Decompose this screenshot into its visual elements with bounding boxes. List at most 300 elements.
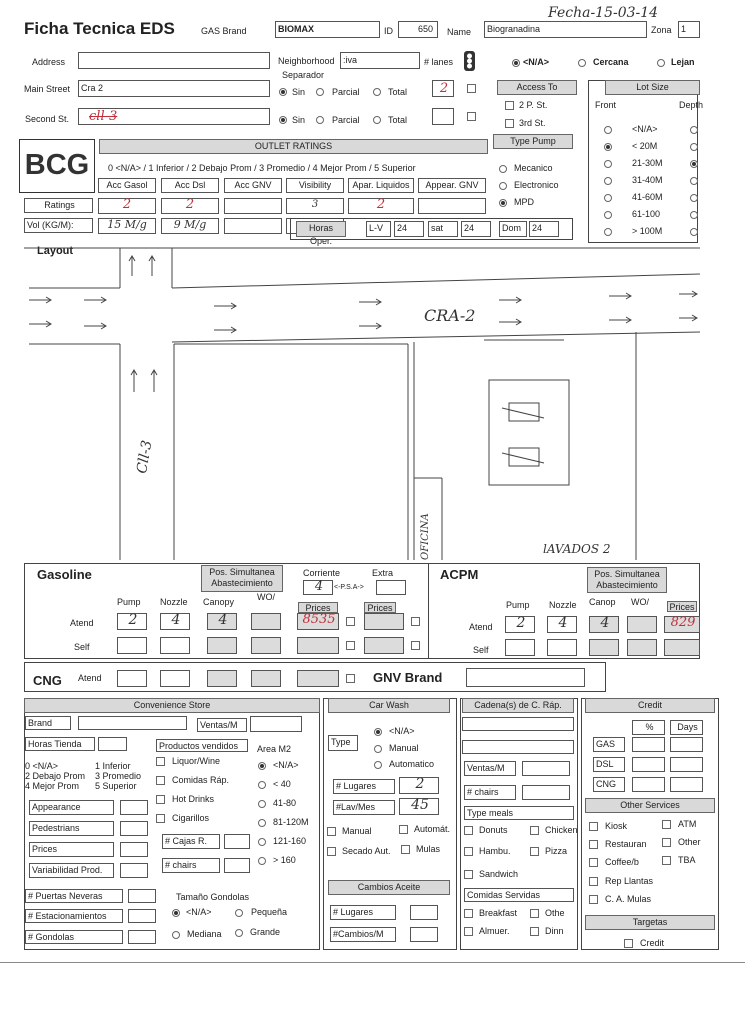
neighborhood-label: Neighborhood: [278, 56, 335, 66]
address-label: Address: [32, 57, 66, 67]
car-wash-type-label: Type: [328, 735, 358, 751]
conv-scale-left: 4 Mejor Prom: [25, 781, 80, 791]
car-wash-manual-label: Manual: [389, 743, 419, 753]
conv-row-field[interactable]: [120, 863, 148, 878]
conv-area-radio[interactable]: [258, 781, 266, 789]
traffic-light-icon: [463, 50, 476, 72]
other-service-checkbox[interactable]: [662, 856, 671, 865]
cadena-ventas-field[interactable]: [522, 761, 570, 776]
vol-value-field[interactable]: [224, 218, 282, 234]
gasoline-self-nozzle[interactable]: [160, 637, 190, 654]
separador-main-total-label: Total: [388, 87, 408, 97]
cadena-chairs-label: # chairs: [464, 785, 516, 800]
car-wash-lugares-field[interactable]: 2: [399, 777, 439, 794]
gasoline-pump-label: Pump: [117, 597, 141, 607]
vol-value-field[interactable]: 15 M/g: [98, 218, 156, 234]
separador-main-parcial-radio[interactable]: [316, 88, 324, 96]
separador-main-parcial-label: Parcial: [332, 87, 360, 97]
conv-chairs-field[interactable]: [224, 858, 250, 873]
other-service-label: ATM: [678, 819, 697, 829]
conv-area-label: 121-160: [273, 836, 307, 846]
lot-size-option-label: 61-100: [632, 209, 661, 219]
pump-electronico-radio[interactable]: [499, 182, 507, 190]
conv-area-label: <N/A>: [273, 760, 299, 770]
car-wash-manual-chk-label: Manual: [342, 826, 372, 836]
acpm-pos-simultanea: Pos. Simultanea Abastecimiento: [587, 567, 667, 593]
gnv-brand-field[interactable]: [466, 668, 585, 687]
conv-scale-left: 0 <N/A>: [25, 761, 59, 771]
conv-row-field[interactable]: [120, 821, 148, 836]
cng-pump-field[interactable]: [117, 670, 147, 687]
cambios-mes-field[interactable]: [410, 927, 438, 942]
acpm-self-nozzle[interactable]: [547, 639, 577, 656]
credit-header: Credit: [585, 698, 715, 713]
lot-front-radio[interactable]: [604, 228, 612, 236]
horas-oper-panel: [290, 218, 573, 240]
proximity-cercana-radio[interactable]: [578, 59, 586, 67]
rating-col-header: Appear. GNV: [418, 178, 486, 193]
pump-mecanico-label: Mecanico: [514, 163, 553, 173]
conv-brand-field[interactable]: [78, 716, 187, 730]
car-wash-automat-checkbox[interactable]: [399, 825, 408, 834]
conv-area-label: < 40: [273, 779, 291, 789]
acpm-atend-pump[interactable]: 2: [505, 616, 535, 633]
form-title: Ficha Tecnica EDS: [24, 19, 175, 38]
gas-brand-label: GAS Brand: [201, 26, 247, 36]
cadena-meal-label: Sandwich: [479, 869, 519, 879]
car-wash-secado-label: Secado Aut.: [342, 846, 391, 856]
conv-product-checkbox[interactable]: [156, 795, 165, 804]
gasoline-atend-price-extra[interactable]: [364, 613, 404, 630]
other-service-checkbox[interactable]: [589, 858, 598, 867]
cadena-servida-checkbox[interactable]: [464, 909, 473, 918]
separador-main-total-radio[interactable]: [373, 88, 381, 96]
other-service-checkbox[interactable]: [662, 820, 671, 829]
ratings-scale: 0 <N/A> / 1 Inferior / 2 Debajo Prom / 3 Promedio / 4 Mejor Prom / 5 Superior: [108, 163, 416, 173]
acpm-self-label: Self: [473, 645, 489, 655]
conv-row-field[interactable]: [120, 800, 148, 815]
conv-cajas-label: # Cajas R.: [162, 834, 220, 849]
cadena-chairs-field[interactable]: [522, 785, 570, 800]
separador-second-total-radio[interactable]: [373, 116, 381, 124]
rating-col-header: Visibility: [286, 178, 344, 193]
gasoline-title: Gasoline: [37, 567, 92, 582]
sat-field[interactable]: 24: [461, 221, 491, 237]
lot-front-label: Front: [595, 100, 617, 110]
credit-row-label: CNG: [593, 777, 625, 792]
lot-size-option-label: > 100M: [632, 226, 663, 236]
gas-brand-field[interactable]: BIOMAX: [275, 21, 380, 38]
lot-front-radio[interactable]: [604, 211, 612, 219]
sat-label: sat: [428, 221, 458, 237]
conv-row-field[interactable]: [120, 842, 148, 857]
gasoline-corriente-label: Corriente: [303, 568, 341, 578]
access-3rd-checkbox[interactable]: [505, 119, 514, 128]
main-street-label: Main Street: [24, 84, 71, 94]
cadena-meal-label: Hambu.: [479, 846, 511, 856]
gasoline-self-price-checkbox[interactable]: [346, 641, 355, 650]
conv-area-radio[interactable]: [258, 819, 266, 827]
cadena-meal-checkbox[interactable]: [464, 826, 473, 835]
other-service-checkbox[interactable]: [589, 822, 598, 831]
acpm-prices-header: Prices: [667, 601, 697, 612]
conv-area-radio[interactable]: [258, 838, 266, 846]
acpm-title: ACPM: [440, 567, 479, 582]
gasoline-atend-pump[interactable]: 2: [117, 613, 147, 630]
tamano-mediana-radio[interactable]: [172, 931, 180, 939]
tamano-grande-label: Grande: [250, 927, 281, 937]
conv-row-label: Prices: [29, 842, 114, 857]
name-field[interactable]: Biogranadina: [484, 21, 647, 38]
gasoline-atend-label: Atend: [70, 618, 94, 628]
lot-size-option-label: 21-30M: [632, 158, 663, 168]
gasoline-self-canopy[interactable]: [207, 637, 237, 654]
other-service-label: C. A. Mulas: [605, 894, 652, 904]
gasoline-pos-simultanea: Pos. Simultanea Abastecimiento: [201, 565, 283, 592]
dom-field[interactable]: 24: [529, 221, 559, 237]
conv-neveras-label: # Puertas Neveras: [25, 889, 123, 903]
conv-brand-label: Brand: [25, 716, 71, 730]
cadena-meal-label: Chicken: [545, 825, 578, 835]
cadena-name-field-2[interactable]: [462, 740, 574, 754]
other-service-label: Other: [678, 837, 701, 847]
gasoline-nozzle-label: Nozzle: [160, 597, 188, 607]
cng-nozzle-field[interactable]: [160, 670, 190, 687]
lot-depth-radio[interactable]: [690, 211, 698, 219]
conv-gondolas-field[interactable]: [128, 930, 156, 944]
lanes-label: # lanes: [424, 57, 454, 67]
gasoline-self-extra-checkbox[interactable]: [411, 641, 420, 650]
gasoline-atend-nozzle[interactable]: 4: [160, 613, 190, 630]
car-wash-na-label: <N/A>: [389, 726, 415, 736]
gasoline-extra-label: Extra: [372, 568, 394, 578]
other-services-header: Other Services: [585, 798, 715, 813]
conv-product-checkbox[interactable]: [156, 757, 165, 766]
conv-scale-right: 1 Inferior: [95, 761, 131, 771]
conv-area-radio[interactable]: [258, 800, 266, 808]
vol-row-label: Vol (KG/M):: [24, 218, 93, 233]
layout-lavados: lAVADOS 2: [543, 542, 611, 556]
separador-main-sin-label: Sin: [292, 87, 306, 97]
zona-label: Zona: [651, 25, 672, 35]
conv-productos-label: Productos vendidos: [156, 739, 248, 752]
gasoline-prices-self-header: Prices: [364, 602, 396, 613]
car-wash-na-radio[interactable]: [374, 728, 382, 736]
car-wash-automatico-label: Automatico: [389, 759, 435, 769]
cadena-servida-label: Almuer.: [479, 926, 510, 936]
tamano-pequena-label: Pequeña: [251, 907, 288, 917]
main-street-field[interactable]: Cra 2: [78, 80, 270, 97]
tamano-mediana-label: Mediana: [187, 929, 222, 939]
cambios-lugares-label: # Lugares: [330, 905, 396, 920]
lanes-main-checkbox[interactable]: [467, 84, 476, 93]
cambios-lugares-field[interactable]: [410, 905, 438, 920]
name-label: Name: [447, 27, 472, 37]
conv-area-label: > 160: [273, 855, 296, 865]
separador-second-parcial-label: Parcial: [332, 115, 360, 125]
cadena-meal-checkbox[interactable]: [464, 870, 473, 879]
layout-street-second: Cll-3: [134, 439, 156, 475]
lot-depth-radio[interactable]: [690, 228, 698, 236]
bcg-logo: BCG: [19, 139, 95, 193]
cadena-servida-checkbox[interactable]: [464, 927, 473, 936]
rating-value-field[interactable]: 3: [286, 198, 344, 214]
conv-ventas-field[interactable]: [250, 716, 302, 732]
lanes-main-field[interactable]: 2: [432, 80, 454, 97]
credit-pct-field[interactable]: [632, 737, 665, 752]
cadena-meal-label: Donuts: [479, 825, 508, 835]
credit-days-field[interactable]: [670, 737, 703, 752]
cadena-servida-checkbox[interactable]: [530, 927, 539, 936]
tamano-na-radio[interactable]: [172, 909, 180, 917]
lot-size-option-label: 41-60M: [632, 192, 663, 202]
acpm-atend-canopy[interactable]: 4: [589, 616, 619, 633]
other-service-checkbox[interactable]: [589, 895, 598, 904]
pump-mecanico-radio[interactable]: [499, 165, 507, 173]
cadena-comidas-label: Comidas Servidas: [464, 888, 574, 902]
lot-front-radio[interactable]: [604, 160, 612, 168]
lot-depth-radio[interactable]: [690, 160, 698, 168]
lot-front-radio[interactable]: [604, 177, 612, 185]
conv-tamano-label: Tamaño Gondolas: [176, 892, 250, 902]
pump-electronico-label: Electronico: [514, 180, 559, 190]
credit-days-label: Days: [670, 720, 703, 735]
pump-mpd-radio[interactable]: [499, 199, 507, 207]
address-field[interactable]: [78, 52, 270, 69]
cadena-servida-checkbox[interactable]: [530, 909, 539, 918]
lanes-second-checkbox[interactable]: [467, 112, 476, 121]
rating-value-field[interactable]: 2: [98, 198, 156, 214]
acpm-pump-label: Pump: [506, 600, 530, 610]
pump-mpd-label: MPD: [514, 197, 534, 207]
cng-price-field[interactable]: [297, 670, 339, 687]
lanes-second-field[interactable]: [432, 108, 454, 125]
cng-price-checkbox[interactable]: [346, 674, 355, 683]
car-wash-lugares-label: # Lugares: [333, 779, 395, 794]
cadena-meal-label: Pizza: [545, 846, 568, 856]
access-to-header: Access To: [497, 80, 577, 95]
lot-depth-radio[interactable]: [690, 126, 698, 134]
cambios-mes-label: #Cambios/M: [330, 927, 396, 942]
id-field[interactable]: 650: [398, 21, 438, 38]
cadena-meal-checkbox[interactable]: [530, 847, 539, 856]
other-service-label: Restauran: [605, 839, 647, 849]
conv-horas-label: Horas Tienda: [25, 737, 95, 751]
lot-size-option-label: <N/A>: [632, 124, 658, 134]
conv-row-label: Pedestrians: [29, 821, 114, 836]
layout-title: Layout: [37, 245, 74, 257]
car-wash-secado-checkbox[interactable]: [327, 847, 336, 856]
conv-product-checkbox[interactable]: [156, 776, 165, 785]
credit-days-field[interactable]: [670, 757, 703, 772]
type-pump-header: Type Pump: [493, 134, 573, 149]
conv-area-radio[interactable]: [258, 857, 266, 865]
conv-area-label: 41-80: [273, 798, 297, 808]
lot-size-option-label: < 20M: [632, 141, 658, 151]
lot-front-radio[interactable]: [604, 143, 612, 151]
cadena-header: Cadena(s) de C. Ráp.: [462, 698, 574, 713]
credit-pct-label: %: [632, 720, 665, 735]
proximity-lejana-radio[interactable]: [657, 59, 665, 67]
conv-row-label: Variabilidad Prod.: [29, 863, 114, 878]
cambios-aceite-header: Cambios Aceite: [328, 880, 450, 895]
cng-title: CNG: [33, 673, 62, 688]
car-wash-manual-checkbox[interactable]: [327, 827, 336, 836]
conv-estacionamientos-field[interactable]: [128, 909, 156, 923]
handwritten-date: Fecha-15-03-14: [548, 5, 659, 21]
rating-value-field[interactable]: 2: [348, 198, 414, 214]
lv-label: L-V: [366, 221, 391, 237]
other-service-label: Coffee/b: [605, 857, 639, 867]
acpm-atend-wo[interactable]: [627, 616, 657, 633]
gasoline-atend-wo[interactable]: [251, 613, 281, 630]
rating-value-field[interactable]: [418, 198, 486, 214]
conv-product-label: Hot Drinks: [172, 794, 215, 804]
dom-label: Dom: [499, 221, 527, 237]
cng-wo-field[interactable]: [251, 670, 281, 687]
conv-horas-field[interactable]: [98, 737, 127, 751]
proximity-na-label: <N/A>: [523, 57, 550, 67]
other-service-checkbox[interactable]: [589, 840, 598, 849]
acpm-self-price[interactable]: [664, 639, 700, 656]
car-wash-mulas-label: Mulas: [416, 844, 441, 854]
separador-second-sin-radio[interactable]: [279, 116, 287, 124]
car-wash-lav-label: #Lav/Mes: [333, 800, 395, 815]
lot-depth-radio[interactable]: [690, 177, 698, 185]
lv-field[interactable]: 24: [394, 221, 424, 237]
conv-area-radio[interactable]: [258, 762, 266, 770]
acpm-atend-price[interactable]: 829: [664, 616, 700, 633]
tamano-pequena-radio[interactable]: [235, 909, 243, 917]
credit-pct-field[interactable]: [632, 757, 665, 772]
car-wash-lav-field[interactable]: 45: [399, 798, 439, 815]
conv-ventas-label: Ventas/M: [197, 718, 247, 732]
car-wash-manual-radio[interactable]: [374, 745, 382, 753]
gasoline-canopy-label: Canopy: [203, 597, 235, 607]
gasoline-self-pump[interactable]: [117, 637, 147, 654]
cadena-meal-checkbox[interactable]: [464, 847, 473, 856]
conv-product-checkbox[interactable]: [156, 814, 165, 823]
second-st-field[interactable]: cll-3: [78, 108, 270, 125]
horas-oper-label: Horas Oper.: [296, 221, 346, 237]
acpm-atend-nozzle[interactable]: 4: [547, 616, 577, 633]
car-wash-mulas-checkbox[interactable]: [401, 845, 410, 854]
conv-product-label: Comidas Ráp.: [172, 775, 230, 785]
access-3rd-label: 3rd St.: [519, 118, 546, 128]
acpm-nozzle-label: Nozzle: [549, 600, 577, 610]
other-service-checkbox[interactable]: [662, 838, 671, 847]
gasoline-psa-label: <-P.S.A->: [334, 584, 364, 591]
rating-col-header: Acc GNV: [224, 178, 282, 193]
cng-canopy-field[interactable]: [207, 670, 237, 687]
credit-row-label: DSL: [593, 757, 625, 772]
gasoline-corriente-field[interactable]: 4: [303, 580, 333, 595]
rating-value-field[interactable]: 2: [161, 198, 219, 214]
acpm-self-wo[interactable]: [627, 639, 657, 656]
ratings-row-label: Ratings: [24, 198, 93, 213]
gasoline-self-label: Self: [74, 642, 90, 652]
cadena-meal-checkbox[interactable]: [530, 826, 539, 835]
conv-scale-right: 5 Superior: [95, 781, 137, 791]
credit-pct-field[interactable]: [632, 777, 665, 792]
gasoline-atend-price[interactable]: 8535: [297, 613, 339, 630]
targetas-credit-checkbox[interactable]: [624, 939, 633, 948]
gasoline-atend-extra-checkbox[interactable]: [411, 617, 420, 626]
tamano-grande-radio[interactable]: [235, 929, 243, 937]
rating-value-field[interactable]: [224, 198, 282, 214]
access-2p-checkbox[interactable]: [505, 101, 514, 110]
lot-depth-radio[interactable]: [690, 194, 698, 202]
car-wash-automatico-radio[interactable]: [374, 761, 382, 769]
conv-cajas-field[interactable]: [224, 834, 250, 849]
separador-label: Separador: [282, 70, 325, 80]
cng-atend-label: Atend: [78, 673, 102, 683]
conv-scale-left: 2 Debajo Prom: [25, 771, 86, 781]
cadena-name-field-1[interactable]: [462, 717, 574, 731]
gasoline-atend-canopy[interactable]: 4: [207, 613, 237, 630]
gasoline-extra-field[interactable]: [376, 580, 406, 595]
credit-days-field[interactable]: [670, 777, 703, 792]
rating-col-header: Apar. Liquidos: [348, 178, 414, 193]
acpm-self-pump[interactable]: [505, 639, 535, 656]
gasoline-self-price-extra[interactable]: [364, 637, 404, 654]
layout-street-main: CRA-2: [424, 306, 476, 325]
conv-area-label: Area M2: [257, 744, 292, 754]
separador-second-total-label: Total: [388, 115, 408, 125]
conv-estacionamientos-label: # Estacionamientos: [25, 909, 123, 923]
other-service-checkbox[interactable]: [589, 877, 598, 886]
vol-value-field[interactable]: 9 M/g: [161, 218, 219, 234]
layout-oficina: OFICINA: [420, 513, 431, 560]
other-service-label: Rep Llantas: [605, 876, 654, 886]
conv-neveras-field[interactable]: [128, 889, 156, 903]
conv-chairs-label: # chairs: [162, 858, 220, 873]
conv-row-label: Appearance: [29, 800, 114, 815]
proximity-cercana-label: Cercana: [593, 57, 629, 67]
separador-second-sin-label: Sin: [292, 115, 306, 125]
car-wash-header: Car Wash: [328, 698, 450, 713]
cadena-servida-label: Breakfast: [479, 908, 518, 918]
gasoline-atend-price-checkbox[interactable]: [346, 617, 355, 626]
id-label: ID: [384, 26, 393, 36]
targetas-header: Targetas: [585, 915, 715, 930]
lot-front-radio[interactable]: [604, 194, 612, 202]
zona-field[interactable]: 1: [678, 21, 700, 38]
separador-second-parcial-radio[interactable]: [316, 116, 324, 124]
proximity-na-radio[interactable]: [512, 59, 520, 67]
gasoline-prices-atend-header: Prices: [298, 602, 338, 613]
tamano-na-label: <N/A>: [186, 907, 212, 917]
acpm-self-canopy[interactable]: [589, 639, 619, 656]
layout-sketch: [24, 240, 700, 562]
gasoline-wo-label: WO/: [257, 592, 275, 602]
proximity-lejana-label: Lejan: [671, 57, 695, 67]
separador-main-sin-radio[interactable]: [279, 88, 287, 96]
layout-drawing: [24, 240, 700, 562]
rating-col-header: Acc Dsl: [161, 178, 219, 193]
acpm-wo-label: WO/: [631, 597, 649, 607]
neighborhood-field[interactable]: :iva: [340, 52, 420, 69]
conv-product-label: Liquor/Wine: [172, 756, 221, 766]
gasoline-self-wo[interactable]: [251, 637, 281, 654]
cadena-servida-label: Othe: [545, 908, 565, 918]
gasoline-self-price[interactable]: [297, 637, 339, 654]
outlet-ratings-header: OUTLET RATINGS: [99, 139, 488, 154]
gnv-brand-label: GNV Brand: [373, 670, 443, 685]
lot-depth-radio[interactable]: [690, 143, 698, 151]
lot-front-radio[interactable]: [604, 126, 612, 134]
acpm-atend-label: Atend: [469, 622, 493, 632]
